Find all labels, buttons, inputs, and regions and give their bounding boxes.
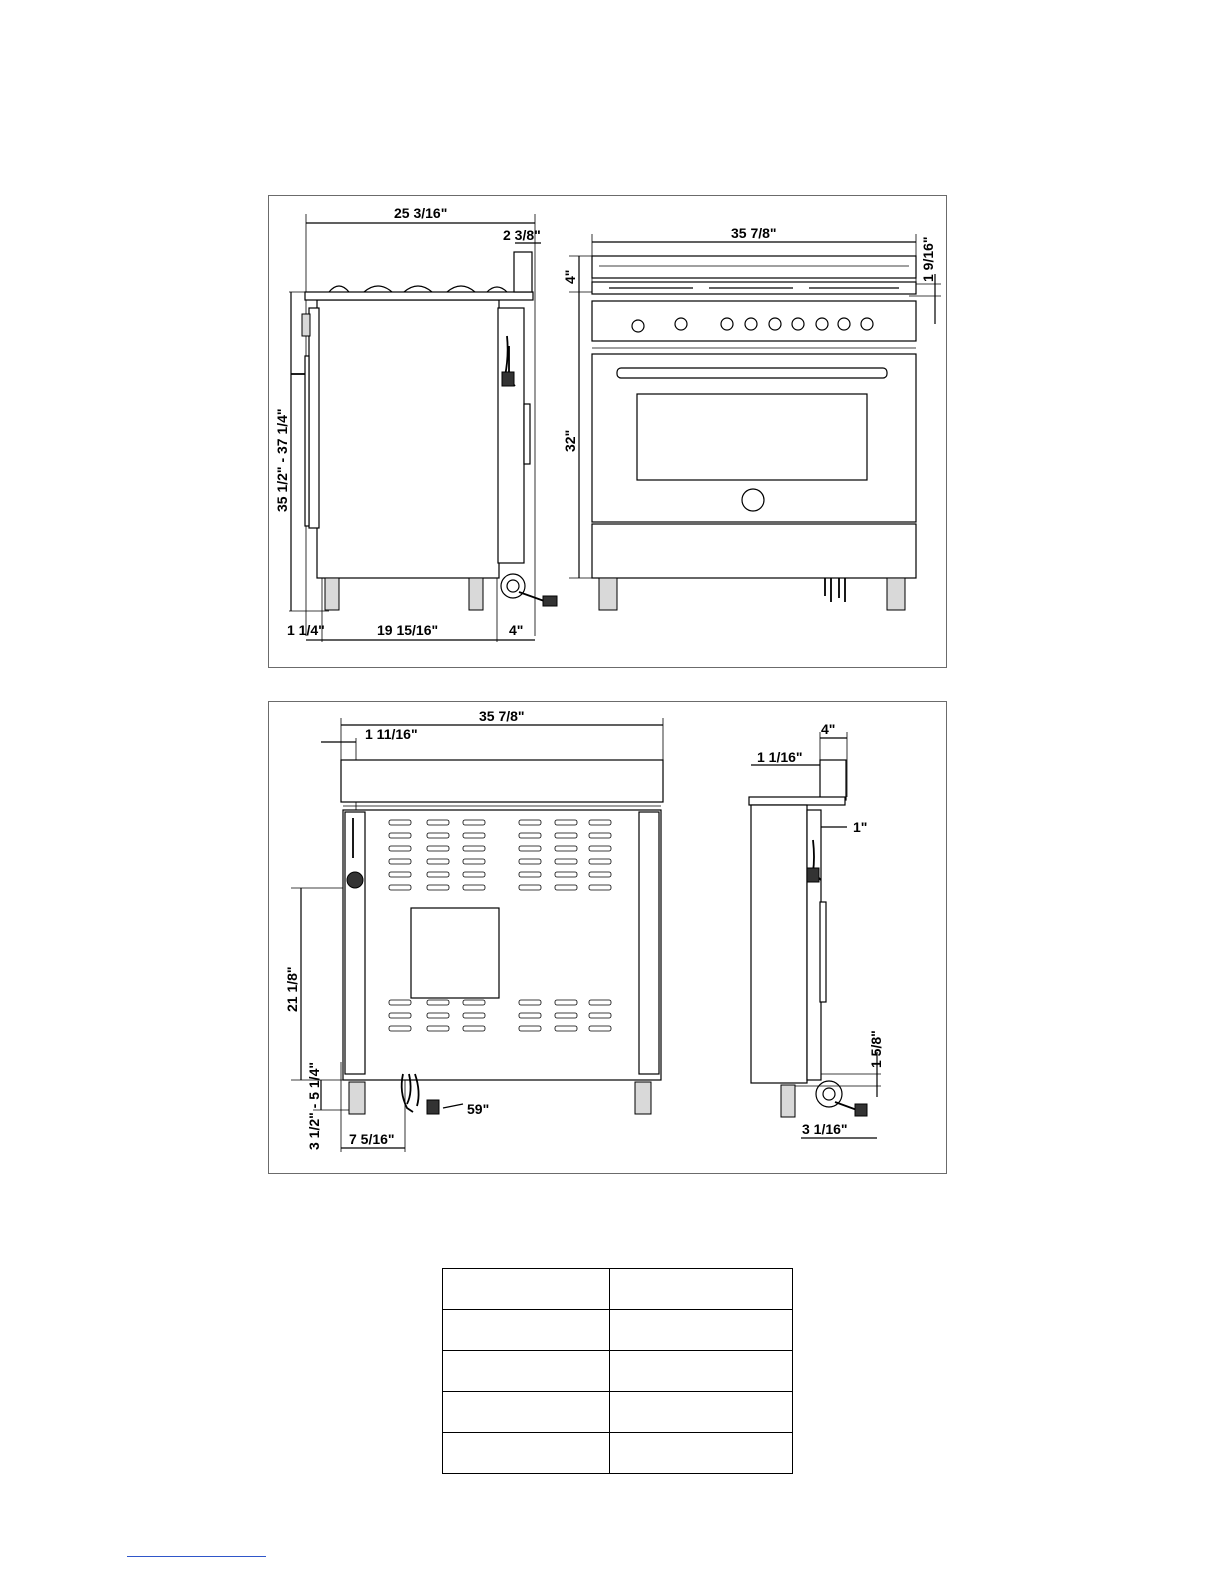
- table-row: [443, 1269, 793, 1310]
- dim-rear-leg-offset: 7 5/16": [349, 1131, 395, 1147]
- table-row: [443, 1392, 793, 1433]
- front-view: [562, 225, 941, 610]
- table-cell: [610, 1351, 793, 1392]
- table-cell: [443, 1310, 610, 1351]
- dim-side-height: 35 1/2" - 37 1/4": [274, 408, 290, 512]
- side-front-elevation-drawing: [269, 196, 946, 667]
- side-view: [274, 205, 557, 642]
- footer-link-rule[interactable]: [127, 1556, 266, 1557]
- table-cell: [443, 1392, 610, 1433]
- table-cell: [610, 1310, 793, 1351]
- rear-elevation-drawing: [269, 702, 946, 1173]
- dim-detail-inlet-projection: 1": [853, 819, 868, 835]
- table-cell: [443, 1269, 610, 1310]
- table-row: [443, 1310, 793, 1351]
- dim-side-backguard: 2 3/8": [503, 227, 541, 243]
- rear-view: [284, 708, 663, 1152]
- dim-side-depth: 25 3/16": [394, 205, 448, 221]
- side-front-elevation-panel: [268, 195, 947, 668]
- table-row: [443, 1433, 793, 1474]
- table-row: [443, 1351, 793, 1392]
- table-cell: [443, 1433, 610, 1474]
- dim-detail-cord-offset: 3 1/16": [802, 1121, 848, 1137]
- table-cell: [610, 1269, 793, 1310]
- dim-detail-inlet-offset: 1 1/16": [757, 749, 803, 765]
- dim-side-front-offset: 1 1/4": [287, 622, 325, 638]
- dim-side-leg-span: 19 15/16": [377, 622, 439, 638]
- dim-front-cooktop: 1 9/16": [920, 236, 936, 282]
- spec-table: [442, 1268, 793, 1474]
- dim-rear-inlet-height: 21 1/8": [284, 966, 300, 1012]
- rear-elevation-panel: [268, 701, 947, 1174]
- dim-side-rear-offset: 4": [509, 622, 524, 638]
- table-cell: [610, 1433, 793, 1474]
- table-cell: [610, 1392, 793, 1433]
- dim-rear-inlet-offset: 1 11/16": [365, 726, 418, 742]
- side-detail-view: [749, 721, 884, 1138]
- dim-rear-width: 35 7/8": [479, 708, 525, 724]
- dim-detail-cord-height: 1 5/8": [868, 1030, 884, 1068]
- dim-front-height: 32": [562, 429, 578, 452]
- dim-rear-cord-length: 59": [467, 1101, 490, 1117]
- dim-front-backguard: 4": [562, 269, 578, 284]
- table-cell: [443, 1351, 610, 1392]
- dim-front-width: 35 7/8": [731, 225, 777, 241]
- dim-detail-backguard: 4": [821, 721, 836, 737]
- dim-rear-leg-range: 3 1/2" - 5 1/4": [306, 1062, 322, 1150]
